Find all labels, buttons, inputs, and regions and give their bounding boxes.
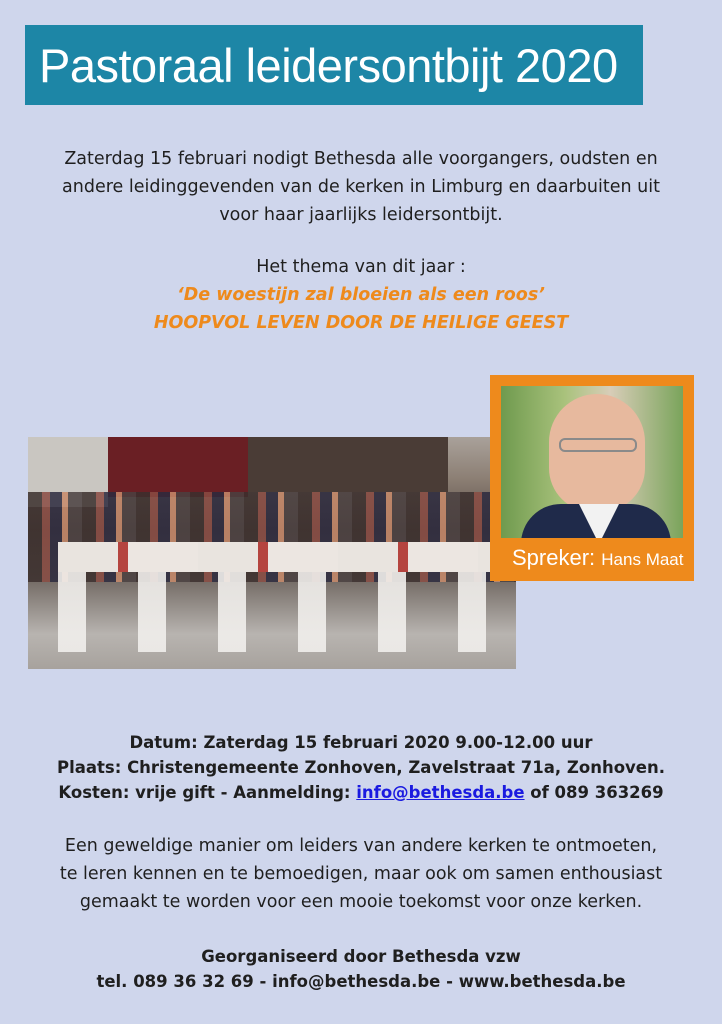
- theme-label: Het thema van dit jaar :: [256, 257, 466, 277]
- closing-paragraph: [25, 832, 697, 916]
- speaker-name: Hans Maat: [601, 550, 684, 569]
- kosten-prefix: Kosten: vrije gift - Aanmelding:: [58, 783, 351, 802]
- event-photo: [28, 437, 516, 669]
- intro-line: andere leidinggevenden van de kerken in Limburg en daarbuiten uit: [62, 177, 660, 197]
- speaker-photo: [501, 386, 683, 538]
- speaker-card: [490, 375, 694, 581]
- details-datum: Datum: Zaterdag 15 februari 2020 9.00-12.00 uur: [129, 733, 593, 752]
- theme-section: [30, 253, 692, 337]
- page-title: [25, 25, 643, 105]
- speaker-caption: [512, 545, 683, 571]
- closing-line: Een geweldige manier om leiders van andere kerken te ontmoeten,: [64, 836, 658, 856]
- details-kosten: [30, 780, 692, 805]
- intro-line: voor haar jaarlijks leidersontbijt.: [219, 205, 503, 225]
- details-plaats: Plaats: Christengemeente Zonhoven, Zavelstraat 71a, Zonhoven.: [57, 758, 665, 777]
- theme-subtitle: HOOPVOL LEVEN DOOR DE HEILIGE GEEST: [153, 313, 569, 333]
- email-link[interactable]: info@bethesda.be: [356, 783, 525, 802]
- footer-organizer: Georganiseerd door Bethesda vzw: [201, 947, 521, 966]
- kosten-suffix: of 089 363269: [530, 783, 664, 802]
- speaker-label: Spreker:: [512, 545, 596, 570]
- intro-line: Zaterdag 15 februari nodigt Bethesda alle voorgangers, oudsten en: [64, 149, 658, 169]
- event-details: [30, 730, 692, 805]
- intro-paragraph: [30, 145, 692, 229]
- page-title-text: Pastoraal leidersontbijt 2020: [39, 38, 618, 92]
- closing-line: gemaakt te worden voor een mooie toekomst voor onze kerken.: [79, 892, 643, 912]
- footer-contact: tel. 089 36 32 69 - info@bethesda.be - www.bethesda.be: [96, 972, 626, 991]
- theme-quote: ‘De woestijn zal bloeien als een roos’: [177, 285, 545, 305]
- closing-line: te leren kennen en te bemoedigen, maar ook om samen enthousiast: [59, 864, 663, 884]
- footer: [30, 944, 692, 994]
